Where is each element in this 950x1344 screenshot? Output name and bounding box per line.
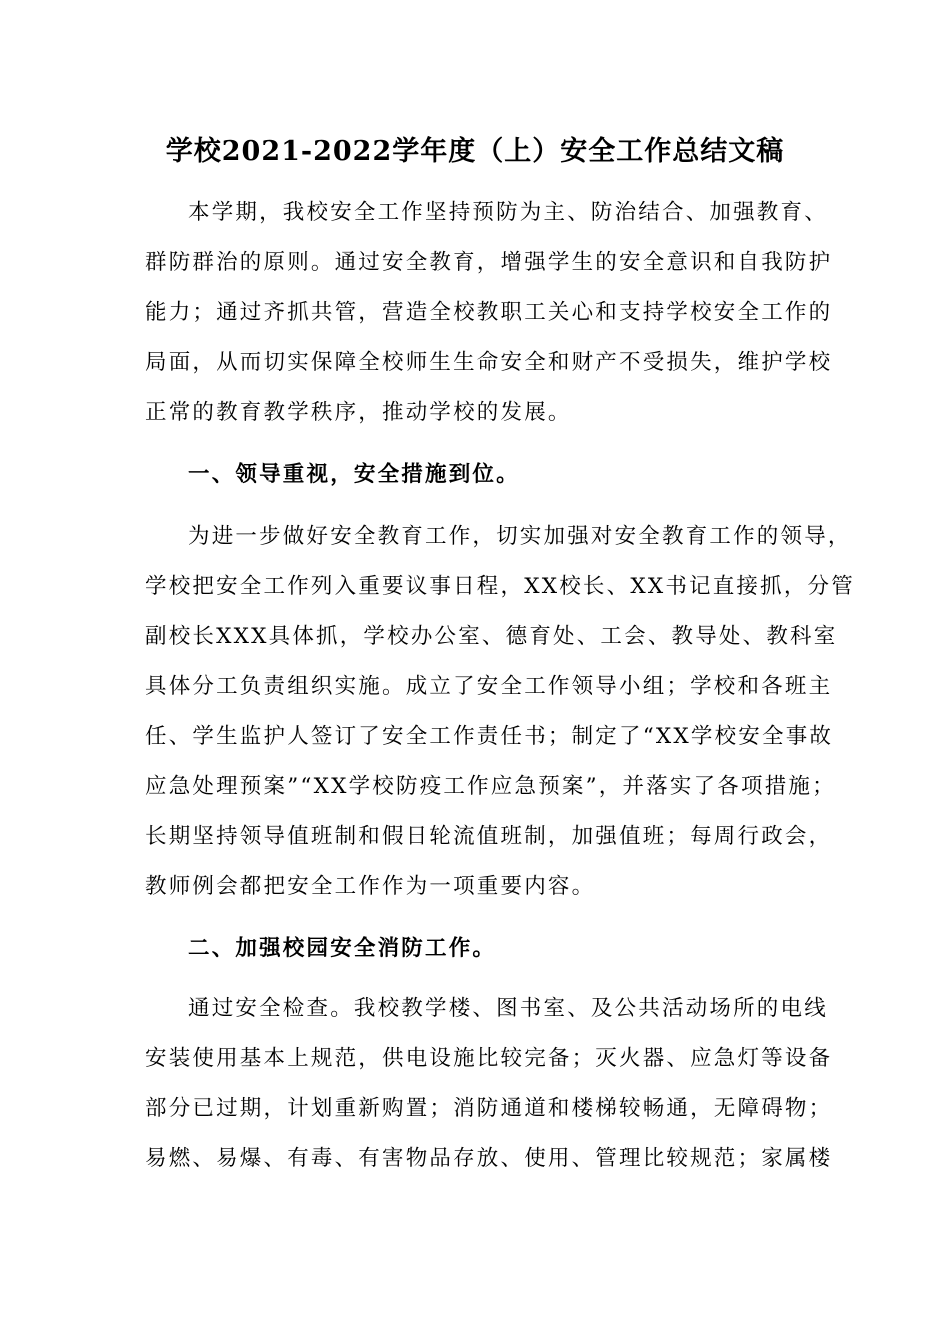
paragraph-line: 为进一步做好安全教育工作，切实加强对安全教育工作的领导， bbox=[188, 524, 852, 549]
paragraph-line: 部分已过期，计划重新购置；消防通道和楼梯较畅通，无障碍物； bbox=[145, 1096, 833, 1121]
paragraph-line: 长期坚持领导值班制和假日轮流值班制，加强值班；每周行政会， bbox=[145, 824, 833, 849]
paragraph-line: 本学期，我校安全工作坚持预防为主、防治结合、加强教育、 bbox=[188, 200, 828, 225]
section-heading: 二、加强校园安全消防工作。 bbox=[188, 936, 497, 961]
paragraph-line: 能力；通过齐抓共管，营造全校教职工关心和支持学校安全工作的 bbox=[145, 300, 833, 325]
paragraph-line: 群防群治的原则。通过安全教育，增强学生的安全意识和自我防护 bbox=[145, 250, 833, 275]
paragraph-line: 局面，从而切实保障全校师生生命安全和财产不受损失，维护学校 bbox=[145, 350, 833, 375]
paragraph-line: 任、学生监护人签订了安全工作责任书；制定了“XX学校安全事故 bbox=[145, 724, 834, 749]
paragraph-line: 具体分工负责组织实施。成立了安全工作领导小组；学校和各班主 bbox=[145, 674, 833, 699]
paragraph-line: 安装使用基本上规范，供电设施比较完备；灭火器、应急灯等设备 bbox=[145, 1046, 833, 1071]
paragraph-line: 正常的教育教学秩序，推动学校的发展。 bbox=[145, 400, 572, 425]
paragraph-line: 易燃、易爆、有毒、有害物品存放、使用、管理比较规范；家属楼 bbox=[145, 1146, 833, 1171]
paragraph-line: 学校把安全工作列入重要议事日程，XX校长、XX书记直接抓，分管 bbox=[145, 574, 855, 599]
paragraph-line: 副校长XXX具体抓，学校办公室、德育处、工会、教导处、教科室 bbox=[145, 624, 838, 649]
document-title: 学校2021-2022学年度（上）安全工作总结文稿 bbox=[165, 136, 785, 167]
section-heading: 一、领导重视，安全措施到位。 bbox=[188, 462, 520, 487]
paragraph-line: 教师例会都把安全工作作为一项重要内容。 bbox=[145, 874, 596, 899]
paragraph-line: 通过安全检查。我校教学楼、图书室、及公共活动场所的电线 bbox=[188, 996, 828, 1021]
paragraph-line: 应急处理预案”“XX学校防疫工作应急预案”，并落实了各项措施； bbox=[145, 774, 836, 799]
